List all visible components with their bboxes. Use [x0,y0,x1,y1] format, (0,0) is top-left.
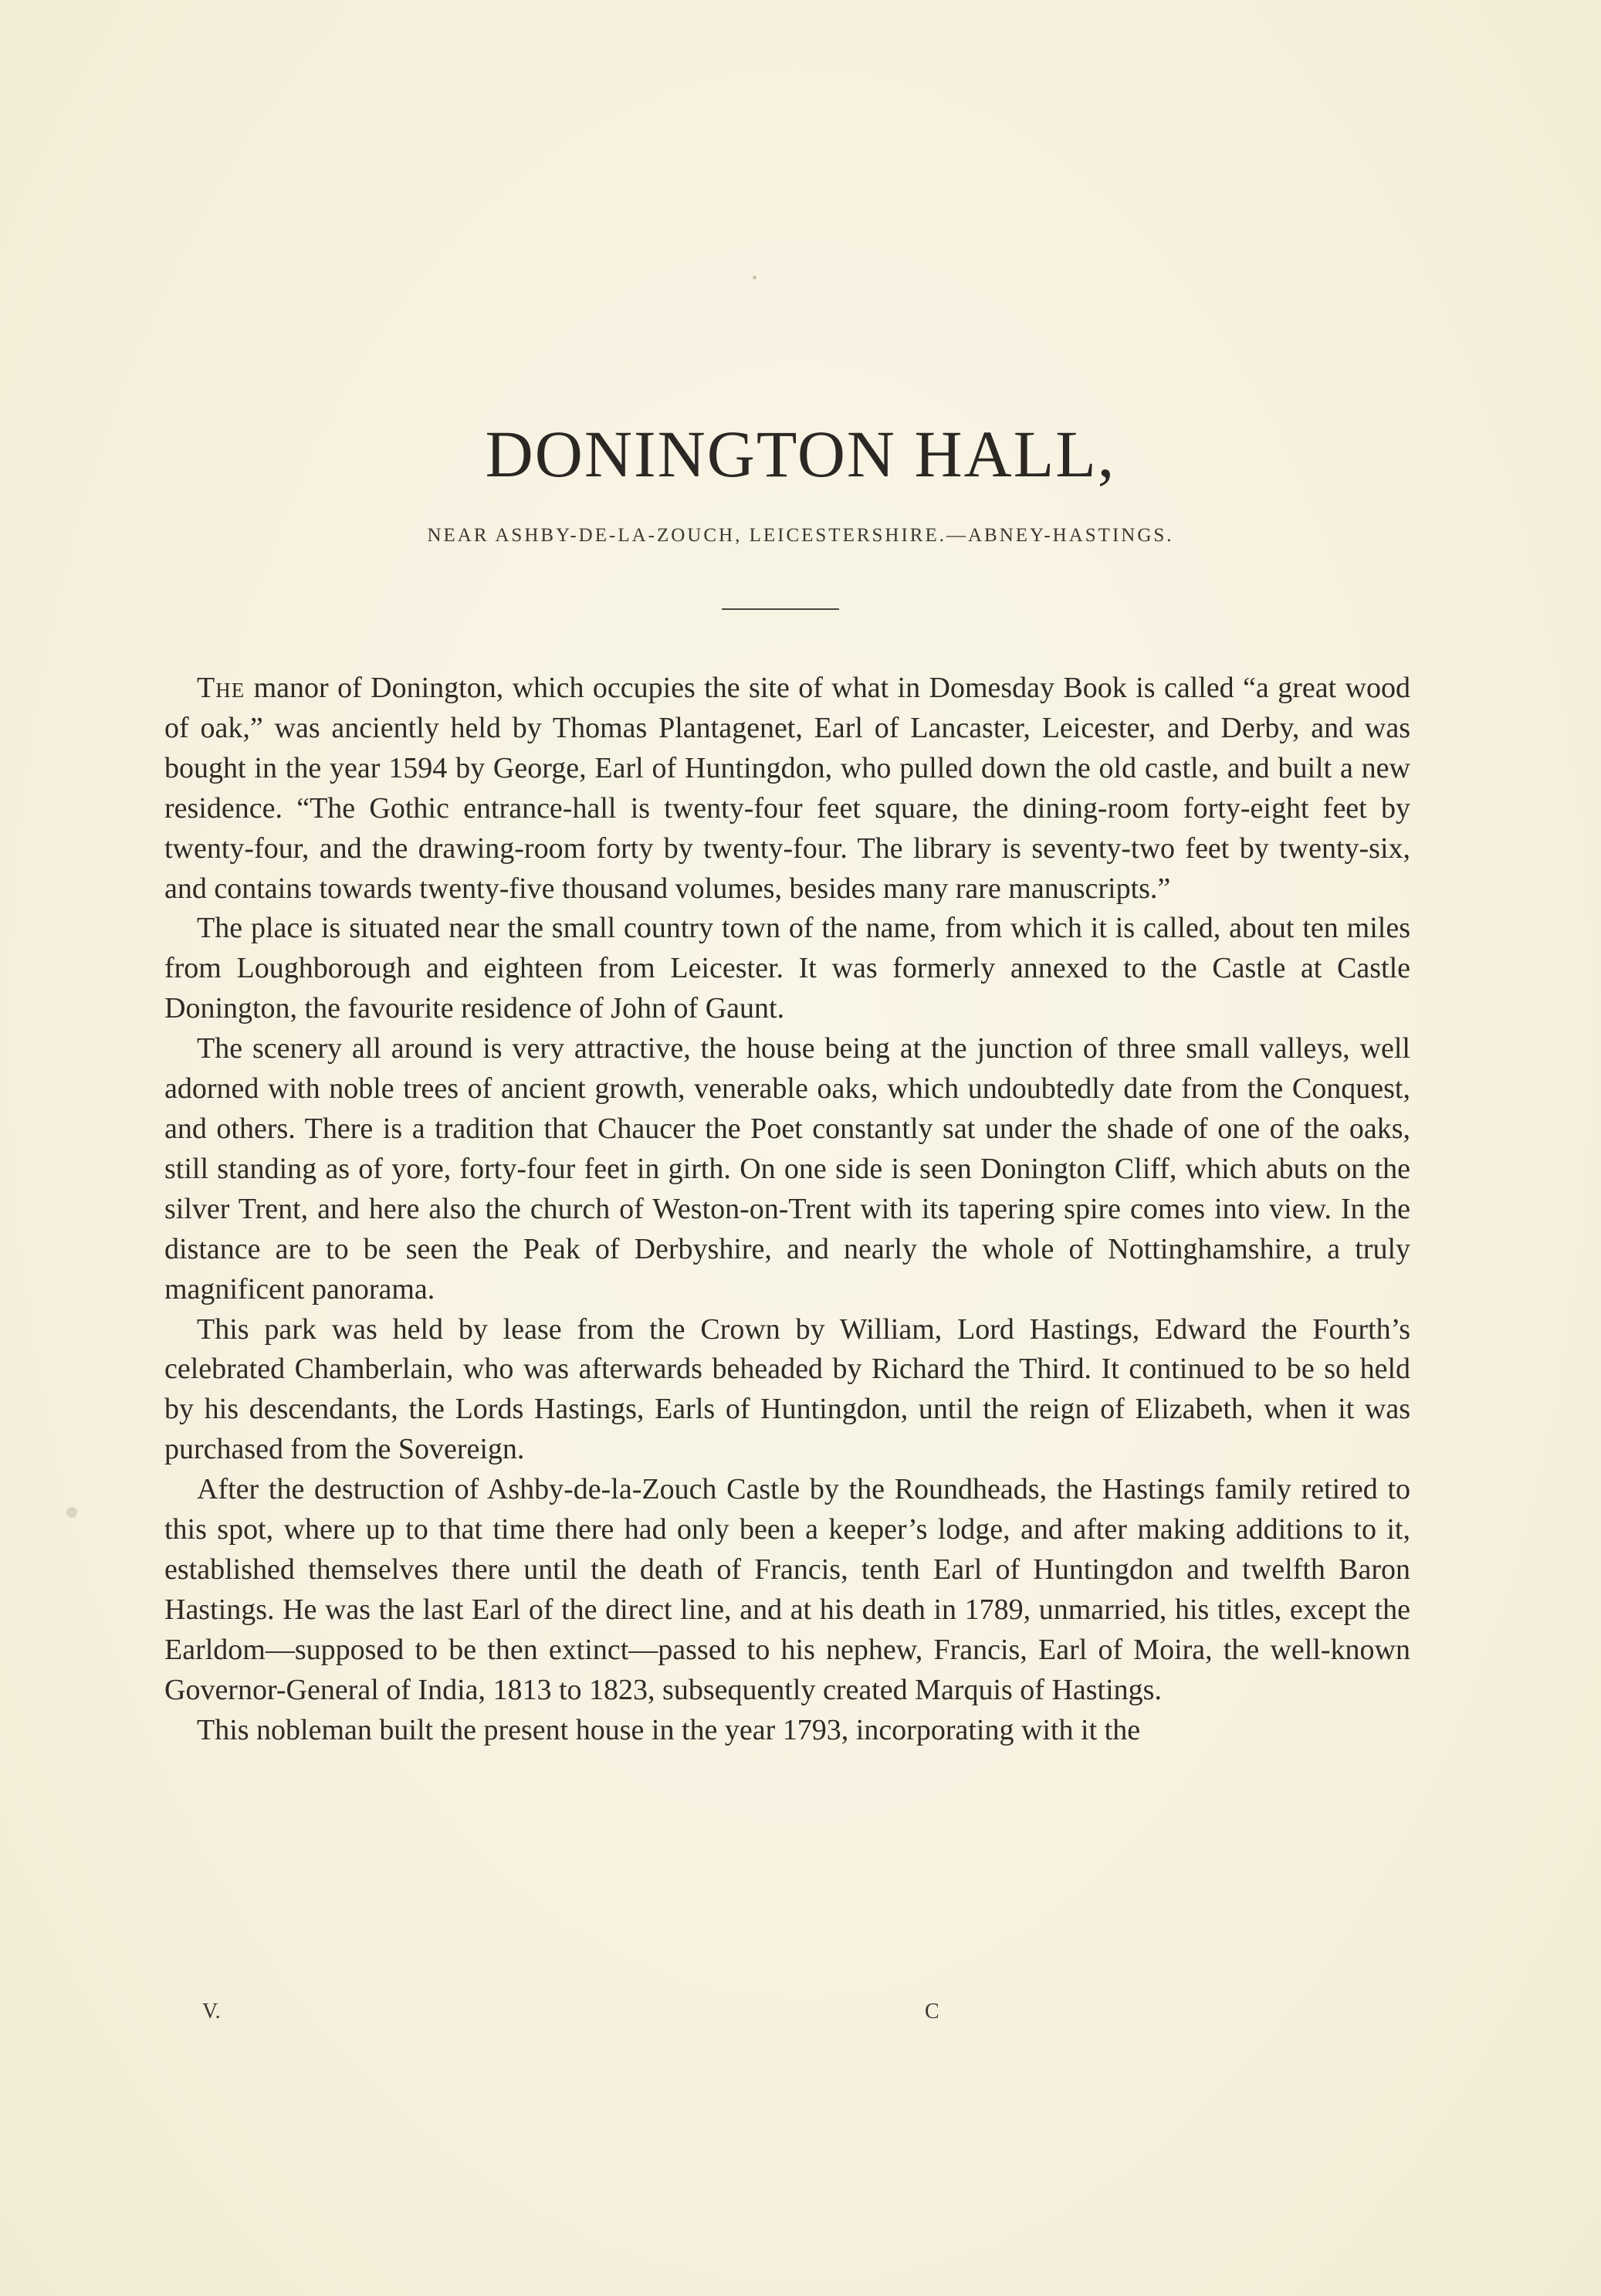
page-footer [0,2000,1601,2030]
paragraph-4 [164,1310,1410,1471]
page-title: DONINGTON HALL, [485,417,1116,491]
body-text [164,669,1410,1750]
volume-mark: V. [202,2000,221,2023]
paragraph-5 [164,1470,1410,1710]
paper-speck [753,276,756,279]
paragraph-text: The place is situated near the small country town of the name, from which it is called, about ten miles from Loughborough and eighteen from Leicester. It was formerly annexed to the Castle at Castle Donington, the favourite residence of John of Gaunt. [164,912,1410,1025]
paragraph-text: The scenery all around is very attractive, the house being at the junction of three small valleys, well adorned with noble trees of ancient growth, venerable oaks, which undoubtedly date from the Conquest, and others. There is a tradition that Chaucer the Poet constantly sat under the shade of one of the oaks, still standing as of yore, forty-four feet in girth. On one side is seen Donington Cliff, which abuts on the silver Trent, and here also the church of Weston-on-Trent with its tapering spire comes into view. In the distance are to be seen the Peak of Derbyshire, and nearly the whole of Nottinghamshire, a truly magnificent panorama. [164,1032,1410,1305]
paragraph-lead: The [197,672,245,704]
paragraph-3 [164,1029,1410,1309]
paragraph-2 [164,909,1410,1029]
paragraph-text: This park was held by lease from the Crown by William, Lord Hastings, Edward the Fourth’s celebrated Chamberlain, who was afterwards beheaded by Richard the Third. It continued to be so held by his descendants, the Lords Hastings, Earls of Huntingdon, until the reign of Elizabeth, when it was purchased from the Sovereign. [164,1312,1410,1466]
paper-speck [66,1507,77,1518]
signature-mark: C [925,2000,939,2023]
paragraph-text: This nobleman built the present house in the year 1793, incorporating with it the [197,1713,1141,1746]
page-subtitle: NEAR ASHBY-DE-LA-ZOUCH, LEICESTERSHIRE.—ABNEY-HASTINGS. [427,525,1174,546]
title-divider [722,608,839,610]
paragraph-text: manor of Donington, which occupies the site of what in Domesday Book is called “a great wood of oak,” was anciently held by Thomas Plantagenet, Earl of Lancaster, Leicester, and Derby, and was bought in the year 1594 by George, Earl of Huntingdon, who pulled down the old castle, and built a new residence. “The Gothic entrance-hall is twenty-four feet square, the dining-room forty-eight feet by twenty-four, and the drawing-room forty by twenty-four. The library is seventy-two feet by twenty-six, and contains towards twenty-five thousand volumes, besides many rare manuscripts.” [164,672,1410,905]
paragraph-6 [164,1711,1410,1751]
paragraph-1 [164,669,1410,909]
paragraph-text: After the destruction of Ashby-de-la-Zouch Castle by the Roundheads, the Hastings family retired to this spot, where up to that time there had only been a keeper’s lodge, and after making additions to it, established themselves there until the death of Francis, tenth Earl of Huntingdon and twelfth Baron Hastings. He was the last Earl of the direct line, and at his death in 1789, unmarried, his titles, except the Earldom—supposed to be then extinct—passed to his nephew, Francis, Earl of Moira, the well-known Governor-General of India, 1813 to 1823, subsequently created Marquis of Hastings. [164,1473,1410,1706]
